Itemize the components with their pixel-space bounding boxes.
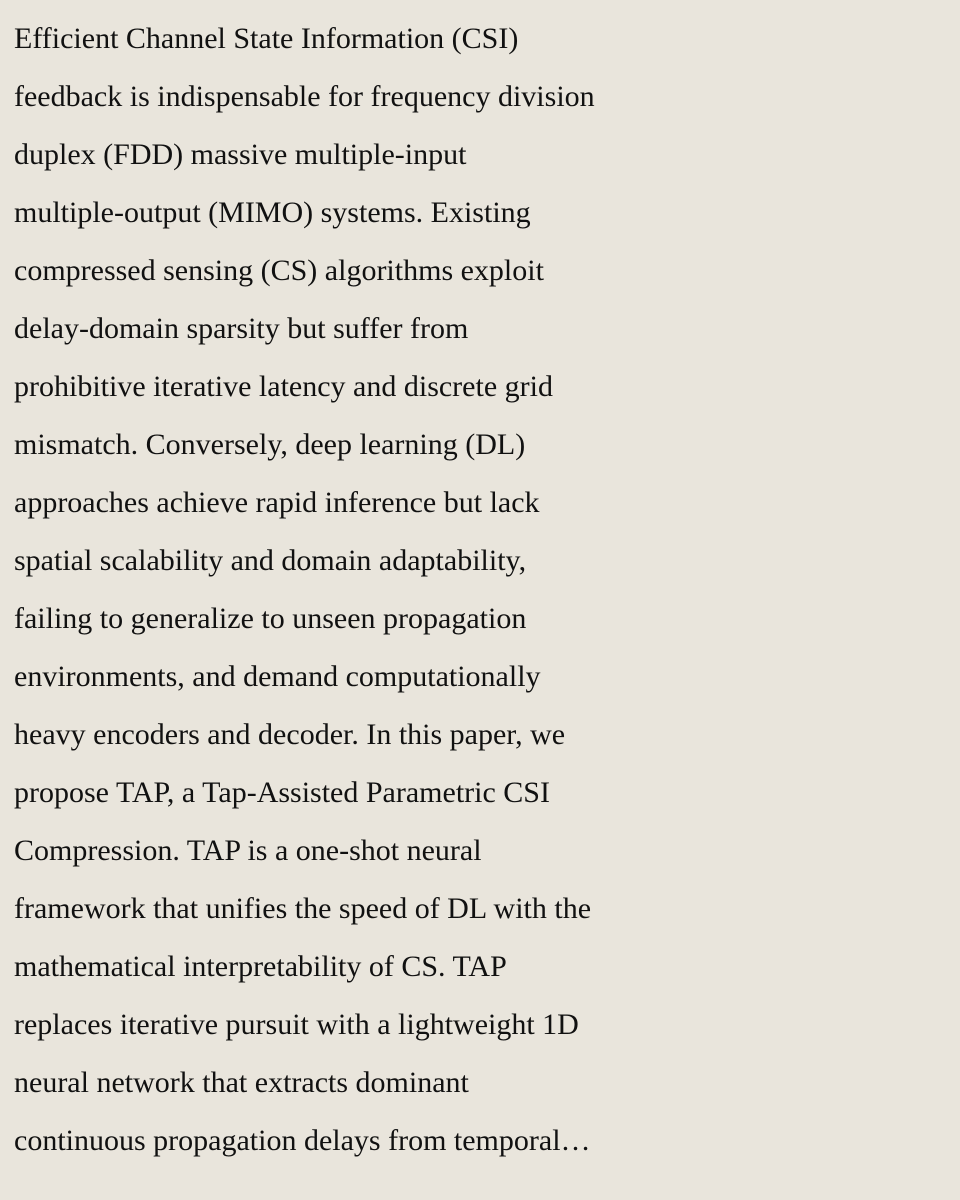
text-line: Compression. TAP is a one-shot neural: [14, 834, 482, 867]
text-line: Efficient Channel State Information (CSI): [14, 22, 519, 55]
text-line: delay-domain sparsity but suffer from: [14, 312, 469, 345]
text-line: compressed sensing (CS) algorithms exploit: [14, 254, 544, 287]
text-line: approaches achieve rapid inference but lack: [14, 486, 540, 519]
text-line: mathematical interpretability of CS. TAP: [14, 950, 507, 983]
text-line: multiple-output (MIMO) systems. Existing: [14, 196, 531, 229]
text-line: environments, and demand computationally: [14, 660, 541, 693]
text-line: failing to generalize to unseen propagation: [14, 602, 527, 635]
text-line: neural network that extracts dominant: [14, 1066, 469, 1099]
text-line: heavy encoders and decoder. In this paper, we: [14, 718, 566, 751]
text-line: continuous propagation delays from temporal…: [14, 1124, 591, 1157]
text-line: duplex (FDD) massive multiple-input: [14, 138, 467, 171]
text-line: propose TAP, a Tap-Assisted Parametric CSI: [14, 776, 550, 809]
text-line: framework that unifies the speed of DL with the: [14, 892, 592, 925]
text-line: replaces iterative pursuit with a lightweight 1D: [14, 1008, 579, 1041]
text-line: spatial scalability and domain adaptability,: [14, 544, 527, 577]
text-line: prohibitive iterative latency and discrete grid: [14, 370, 553, 403]
text-line: feedback is indispensable for frequency division: [14, 80, 595, 113]
text-line: mismatch. Conversely, deep learning (DL): [14, 428, 526, 461]
